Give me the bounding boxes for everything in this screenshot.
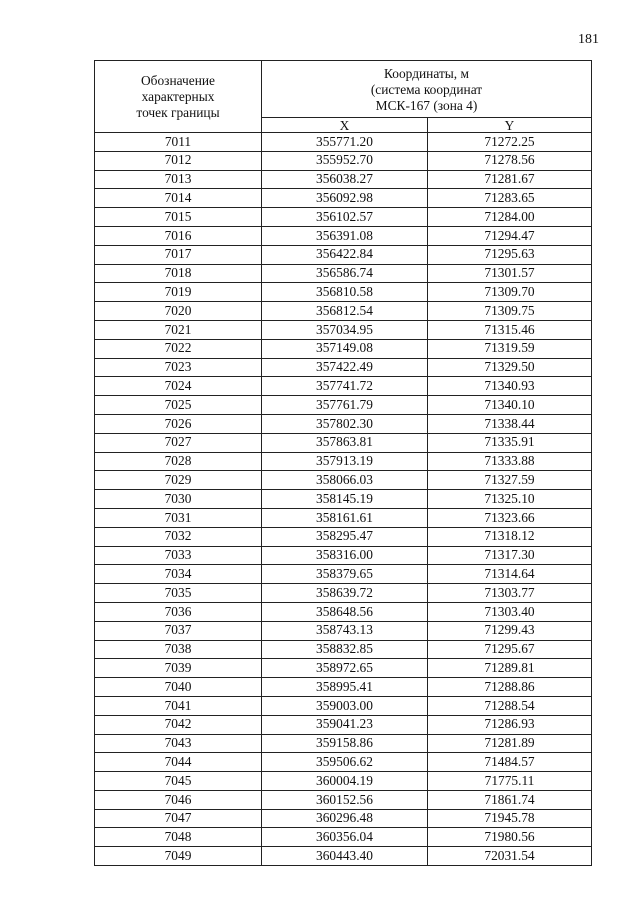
table-row [95, 189, 592, 208]
point-id-cell: 7034 [95, 565, 262, 584]
point-id-cell: 7019 [95, 283, 262, 302]
y-coordinate-cell: 71340.10 [428, 396, 592, 415]
x-coordinate-cell: 358743.13 [262, 621, 428, 640]
x-coordinate-cell: 357422.49 [262, 358, 428, 377]
table-row [95, 170, 592, 189]
point-id-cell: 7026 [95, 414, 262, 433]
y-coordinate-cell: 71319.59 [428, 339, 592, 358]
table-row [95, 847, 592, 866]
x-coordinate-cell: 358379.65 [262, 565, 428, 584]
x-coordinate-cell: 358832.85 [262, 640, 428, 659]
table-row [95, 414, 592, 433]
table-row [95, 133, 592, 152]
x-coordinate-cell: 356422.84 [262, 245, 428, 264]
y-coordinate-cell: 71272.25 [428, 133, 592, 152]
y-coordinate-cell: 71303.77 [428, 584, 592, 603]
point-id-cell: 7013 [95, 170, 262, 189]
point-id-cell: 7021 [95, 320, 262, 339]
table-row [95, 339, 592, 358]
x-coordinate-cell: 357741.72 [262, 377, 428, 396]
x-coordinate-cell: 358648.56 [262, 602, 428, 621]
table-row [95, 809, 592, 828]
y-coordinate-cell: 71338.44 [428, 414, 592, 433]
point-id-cell: 7016 [95, 226, 262, 245]
table-row [95, 828, 592, 847]
x-coordinate-cell: 359003.00 [262, 696, 428, 715]
y-coordinate-cell: 71281.67 [428, 170, 592, 189]
x-coordinate-cell: 360356.04 [262, 828, 428, 847]
x-coordinate-cell: 357863.81 [262, 433, 428, 452]
x-coordinate-cell: 356810.58 [262, 283, 428, 302]
point-id-cell: 7049 [95, 847, 262, 866]
x-coordinate-cell: 360004.19 [262, 772, 428, 791]
header-line: Координаты, м [384, 66, 469, 81]
point-id-cell: 7035 [95, 584, 262, 603]
x-coordinate-cell: 358972.65 [262, 659, 428, 678]
point-id-cell: 7047 [95, 809, 262, 828]
y-coordinate-cell: 71327.59 [428, 471, 592, 490]
x-coordinate-cell: 358066.03 [262, 471, 428, 490]
y-coordinate-cell: 71281.89 [428, 734, 592, 753]
table-row [95, 772, 592, 791]
x-coordinate-cell: 356812.54 [262, 302, 428, 321]
y-coordinate-cell: 71323.66 [428, 508, 592, 527]
x-coordinate-cell: 359506.62 [262, 753, 428, 772]
point-id-cell: 7025 [95, 396, 262, 415]
coordinates-table [94, 60, 592, 866]
y-coordinate-cell: 71315.46 [428, 320, 592, 339]
x-coordinate-cell: 357761.79 [262, 396, 428, 415]
coordinates-header [262, 61, 592, 118]
table-row [95, 734, 592, 753]
table-row [95, 377, 592, 396]
header-line: точек границы [136, 104, 220, 120]
point-id-cell: 7037 [95, 621, 262, 640]
header-line: МСК-167 (зона 4) [375, 98, 478, 113]
table-row [95, 452, 592, 471]
y-coordinate-cell: 71314.64 [428, 565, 592, 584]
point-id-cell: 7024 [95, 377, 262, 396]
y-coordinate-cell: 71288.54 [428, 696, 592, 715]
point-id-cell: 7011 [95, 133, 262, 152]
table-row [95, 640, 592, 659]
y-coordinate-cell: 71325.10 [428, 490, 592, 509]
x-coordinate-cell: 355771.20 [262, 133, 428, 152]
y-header: Y [428, 118, 592, 133]
y-coordinate-cell: 71299.43 [428, 621, 592, 640]
x-coordinate-cell: 358995.41 [262, 678, 428, 697]
table-row [95, 471, 592, 490]
x-coordinate-cell: 360443.40 [262, 847, 428, 866]
table-row [95, 490, 592, 509]
x-coordinate-cell: 357802.30 [262, 414, 428, 433]
y-coordinate-cell: 71295.67 [428, 640, 592, 659]
point-id-cell: 7048 [95, 828, 262, 847]
x-coordinate-cell: 356586.74 [262, 264, 428, 283]
point-id-cell: 7046 [95, 790, 262, 809]
x-coordinate-cell: 356102.57 [262, 208, 428, 227]
x-coordinate-cell: 360296.48 [262, 809, 428, 828]
x-coordinate-cell: 356092.98 [262, 189, 428, 208]
point-designation-header [95, 61, 262, 133]
x-coordinate-cell: 356391.08 [262, 226, 428, 245]
y-coordinate-cell: 71309.75 [428, 302, 592, 321]
point-id-cell: 7045 [95, 772, 262, 791]
table-row [95, 358, 592, 377]
y-coordinate-cell: 71861.74 [428, 790, 592, 809]
x-coordinate-cell: 356038.27 [262, 170, 428, 189]
point-id-cell: 7039 [95, 659, 262, 678]
y-coordinate-cell: 71289.81 [428, 659, 592, 678]
y-coordinate-cell: 71295.63 [428, 245, 592, 264]
point-id-cell: 7029 [95, 471, 262, 490]
point-id-cell: 7014 [95, 189, 262, 208]
point-id-cell: 7040 [95, 678, 262, 697]
table-header-row [95, 61, 592, 118]
point-id-cell: 7018 [95, 264, 262, 283]
table-row [95, 584, 592, 603]
table-row [95, 696, 592, 715]
table-row [95, 715, 592, 734]
header-line: (система координат [370, 82, 483, 97]
x-coordinate-cell: 355952.70 [262, 151, 428, 170]
x-coordinate-cell: 357149.08 [262, 339, 428, 358]
table-row [95, 151, 592, 170]
table-body [95, 133, 592, 866]
point-id-cell: 7032 [95, 527, 262, 546]
table-row [95, 320, 592, 339]
x-coordinate-cell: 357034.95 [262, 320, 428, 339]
y-coordinate-cell: 71318.12 [428, 527, 592, 546]
point-id-cell: 7023 [95, 358, 262, 377]
point-id-cell: 7031 [95, 508, 262, 527]
table-row [95, 527, 592, 546]
y-coordinate-cell: 71340.93 [428, 377, 592, 396]
point-id-cell: 7036 [95, 602, 262, 621]
point-id-cell: 7042 [95, 715, 262, 734]
y-coordinate-cell: 71309.70 [428, 283, 592, 302]
table-row [95, 621, 592, 640]
table-row [95, 508, 592, 527]
table-row [95, 565, 592, 584]
page-number: 181 [578, 32, 599, 47]
point-id-cell: 7022 [95, 339, 262, 358]
table-row [95, 546, 592, 565]
y-coordinate-cell: 71278.56 [428, 151, 592, 170]
y-coordinate-cell: 71283.65 [428, 189, 592, 208]
y-coordinate-cell: 71286.93 [428, 715, 592, 734]
table-row [95, 678, 592, 697]
table-row [95, 302, 592, 321]
y-coordinate-cell: 71333.88 [428, 452, 592, 471]
y-coordinate-cell: 71775.11 [428, 772, 592, 791]
y-coordinate-cell: 71303.40 [428, 602, 592, 621]
table-row [95, 245, 592, 264]
table-row [95, 753, 592, 772]
point-id-cell: 7020 [95, 302, 262, 321]
y-coordinate-cell: 71980.56 [428, 828, 592, 847]
table-row [95, 790, 592, 809]
x-coordinate-cell: 357913.19 [262, 452, 428, 471]
point-id-cell: 7015 [95, 208, 262, 227]
y-coordinate-cell: 71294.47 [428, 226, 592, 245]
x-coordinate-cell: 358295.47 [262, 527, 428, 546]
header-line: характерных [141, 88, 215, 104]
point-id-cell: 7027 [95, 433, 262, 452]
point-id-cell: 7041 [95, 696, 262, 715]
point-id-cell: 7017 [95, 245, 262, 264]
y-coordinate-cell: 71329.50 [428, 358, 592, 377]
point-id-cell: 7044 [95, 753, 262, 772]
y-coordinate-cell: 71335.91 [428, 433, 592, 452]
table-row [95, 396, 592, 415]
x-coordinate-cell: 360152.56 [262, 790, 428, 809]
header-line: Обозначение [141, 72, 215, 88]
table-row [95, 283, 592, 302]
table-row [95, 264, 592, 283]
table-row [95, 602, 592, 621]
table-row [95, 208, 592, 227]
table-row [95, 659, 592, 678]
point-id-cell: 7012 [95, 151, 262, 170]
x-coordinate-cell: 358316.00 [262, 546, 428, 565]
x-coordinate-cell: 359041.23 [262, 715, 428, 734]
y-coordinate-cell: 71288.86 [428, 678, 592, 697]
point-id-cell: 7028 [95, 452, 262, 471]
x-coordinate-cell: 358145.19 [262, 490, 428, 509]
y-coordinate-cell: 71317.30 [428, 546, 592, 565]
y-coordinate-cell: 71301.57 [428, 264, 592, 283]
x-coordinate-cell: 359158.86 [262, 734, 428, 753]
point-id-cell: 7033 [95, 546, 262, 565]
x-header: X [262, 118, 428, 133]
y-coordinate-cell: 72031.54 [428, 847, 592, 866]
y-coordinate-cell: 71484.57 [428, 753, 592, 772]
x-coordinate-cell: 358639.72 [262, 584, 428, 603]
table-row [95, 226, 592, 245]
x-coordinate-cell: 358161.61 [262, 508, 428, 527]
point-id-cell: 7043 [95, 734, 262, 753]
y-coordinate-cell: 71284.00 [428, 208, 592, 227]
table-row [95, 433, 592, 452]
point-id-cell: 7038 [95, 640, 262, 659]
point-id-cell: 7030 [95, 490, 262, 509]
y-coordinate-cell: 71945.78 [428, 809, 592, 828]
